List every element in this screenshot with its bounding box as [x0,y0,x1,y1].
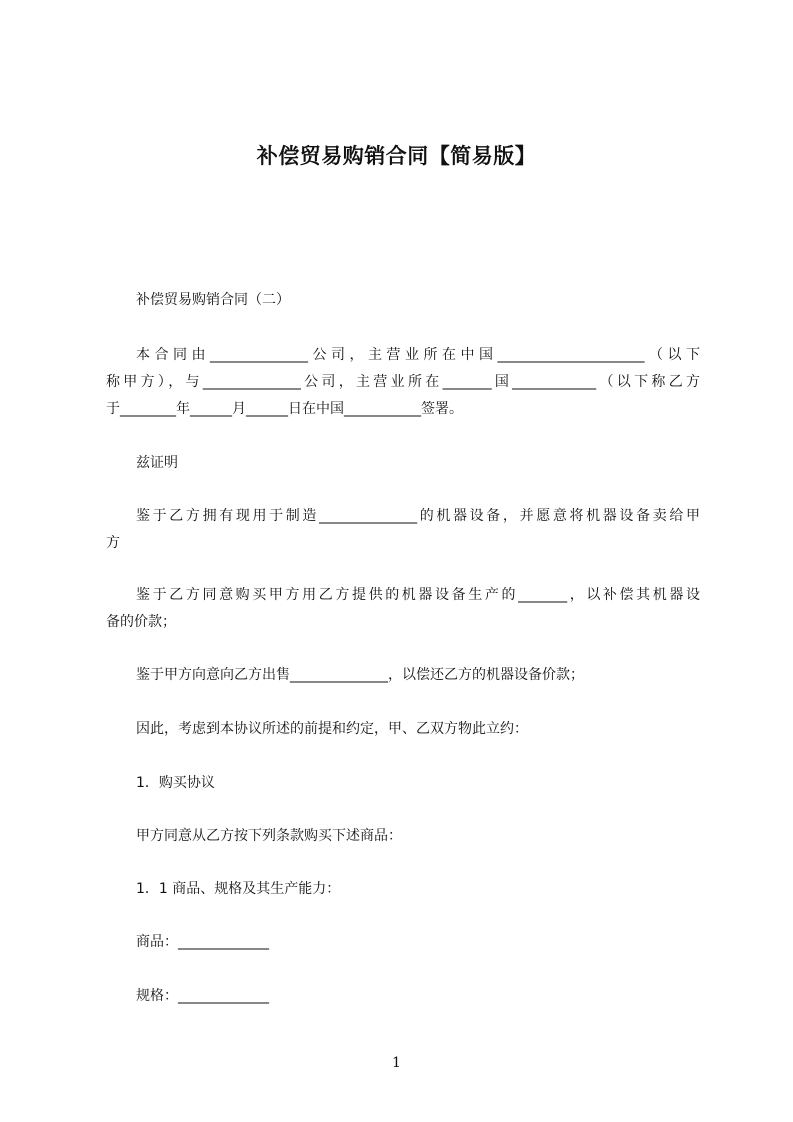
section-1-1-heading: 1．1 商品、规格及其生产能力： [136,881,341,897]
page-number: 1 [392,1055,401,1071]
therefore-clause: 因此，考虑到本协议所述的前提和约定，甲、乙双方物此立约： [136,721,528,737]
document-title: 补偿贸易购销合同【简易版】 [256,144,537,168]
section-1-heading: 1．购买协议 [136,775,215,791]
recital-3: 鉴于甲方向意向乙方出售______________，以偿还乙方的机器设备价款； [136,667,584,683]
witness-heading: 兹证明 [136,455,178,471]
recital-2-line-2: 备的价款； [106,614,176,630]
goods-field: 商品：_____________ [136,934,269,950]
recital-2-line-1: 鉴于乙方同意购买甲方用乙方提供的机器设备生产的_______，以补偿其机器设 [136,587,700,603]
contract-subtitle: 补偿贸易购销合同（二） [136,292,290,308]
recital-1-line-2: 方 [106,535,120,551]
recital-1-line-1: 鉴于乙方拥有现用于制造______________的机器设备，并愿意将机器设备卖给甲 [136,508,700,524]
intro-line-3: 于________年______月______日在中国___________签署。 [106,401,463,417]
intro-line-1: 本合同由______________公司，主营业所在中国_____________________（以下 [136,347,700,363]
intro-line-2: 称甲方），与______________公司，主营业所在_______国____________（以下称乙方 [106,374,700,390]
spec-field: 规格：_____________ [136,988,269,1004]
section-1-text: 甲方同意从乙方按下列条款购买下述商品： [136,828,402,844]
